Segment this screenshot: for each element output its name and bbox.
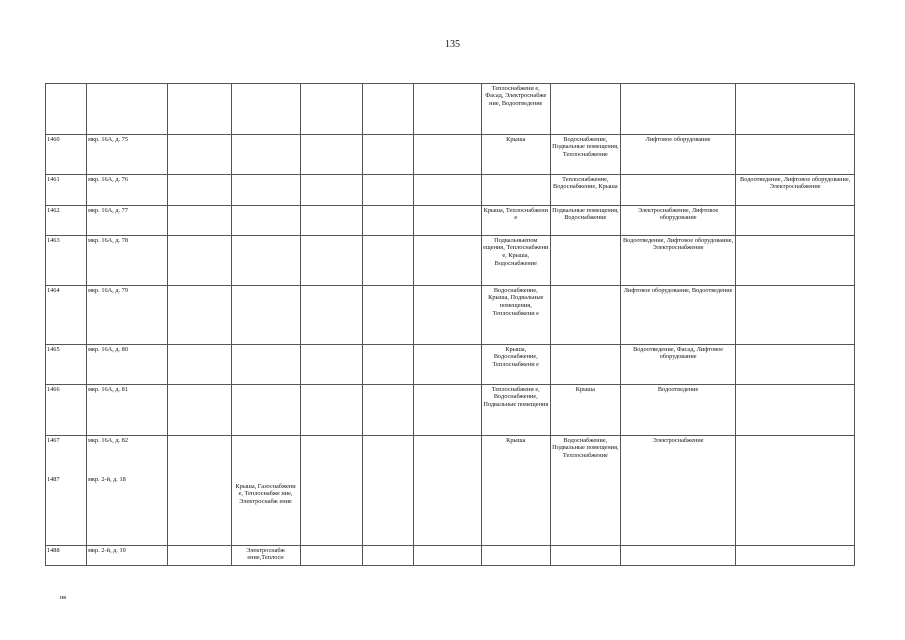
- cell-number: 1488: [46, 546, 87, 566]
- cell-period-9: [736, 345, 855, 385]
- cell-period-1: [167, 286, 231, 345]
- table-row: [46, 546, 855, 566]
- cell-period-9: [736, 135, 855, 175]
- cell-period-7: [550, 286, 620, 345]
- cell-period-8: [620, 175, 735, 206]
- cell-period-6: Крыша, Теплоснабжени е: [481, 206, 550, 236]
- cell-period-5: [413, 286, 481, 345]
- table-row: [46, 135, 855, 175]
- cell-period-5: [413, 345, 481, 385]
- cell-period-2: [231, 135, 300, 175]
- cell-number: 1487: [46, 476, 87, 546]
- cell-period-1: [167, 436, 231, 476]
- cell-period-2: [231, 206, 300, 236]
- cell-period-7: [550, 236, 620, 286]
- cell-period-1: [167, 476, 231, 546]
- table-row: [46, 345, 855, 385]
- cell-address: мкр. 16А, д. 80: [86, 345, 167, 385]
- cell-period-9: [736, 476, 855, 546]
- cell-period-2: [231, 175, 300, 206]
- cell-address: мкр. 16А, д. 78: [86, 236, 167, 286]
- cell-period-5: [413, 135, 481, 175]
- cell-period-9: [736, 236, 855, 286]
- cell-period-8: Водоотведение, Фасад, Лифтовое оборудование: [620, 345, 735, 385]
- cell-period-8: Лифтовое оборудование, Водоотведение: [620, 286, 735, 345]
- cell-period-9: [736, 286, 855, 345]
- cell-period-4: [363, 436, 414, 476]
- cell-period-1: [167, 135, 231, 175]
- cell-period-6: Теплоснабжени е, Фасад, Электроснабже ние, Водоотведение: [481, 84, 550, 135]
- cell-period-5: [413, 385, 481, 436]
- cell-period-3: [300, 546, 363, 566]
- cell-period-1: [167, 546, 231, 566]
- cell-period-6: Крыша: [481, 436, 550, 476]
- cell-period-3: [300, 135, 363, 175]
- cell-period-9: Водоотведение, Лифтовое оборудование, Электроснабжение: [736, 175, 855, 206]
- footer-mark: нв: [60, 595, 67, 601]
- cell-period-5: [413, 476, 481, 546]
- cell-period-4: [363, 175, 414, 206]
- cell-period-3: [300, 175, 363, 206]
- table-row: [46, 286, 855, 345]
- cell-period-6: Подвальныепом ещения, Теплоснабжени е, Крыша, Водоснабжение: [481, 236, 550, 286]
- cell-period-1: [167, 206, 231, 236]
- cell-period-8: [620, 546, 735, 566]
- cell-period-8: Водоотведение: [620, 385, 735, 436]
- cell-address: мкр. 16А, д. 79: [86, 286, 167, 345]
- cell-address: мкр. 16А, д. 77: [86, 206, 167, 236]
- cell-period-5: [413, 84, 481, 135]
- cell-number: 1467: [46, 436, 87, 476]
- cell-period-7: [550, 84, 620, 135]
- cell-period-1: [167, 84, 231, 135]
- cell-period-3: [300, 206, 363, 236]
- cell-period-4: [363, 476, 414, 546]
- cell-period-5: [413, 436, 481, 476]
- cell-period-4: [363, 546, 414, 566]
- cell-period-1: [167, 385, 231, 436]
- cell-period-9: [736, 385, 855, 436]
- cell-period-8: Электроснабжение: [620, 436, 735, 476]
- cell-period-2: Крыша, Газоснабжени е, Теплоснабже ние, Электроснабж ение: [231, 476, 300, 546]
- cell-period-5: [413, 175, 481, 206]
- cell-period-4: [363, 135, 414, 175]
- cell-address: мкр. 2-й, д. 18: [86, 476, 167, 546]
- cell-period-6: [481, 476, 550, 546]
- table-row: [46, 206, 855, 236]
- cell-period-7: [550, 546, 620, 566]
- cell-period-7: Водоснабжение, Подвальные помещения, Теплоснабжение: [550, 135, 620, 175]
- cell-period-6: Теплоснабжени е, Водоснабжение, Подвальные помещения: [481, 385, 550, 436]
- cell-period-6: [481, 546, 550, 566]
- cell-period-3: [300, 236, 363, 286]
- cell-period-5: [413, 546, 481, 566]
- cell-period-1: [167, 345, 231, 385]
- cell-period-7: [550, 345, 620, 385]
- cell-period-3: [300, 476, 363, 546]
- cell-period-9: [736, 546, 855, 566]
- cell-period-1: [167, 175, 231, 206]
- cell-number: 1464: [46, 286, 87, 345]
- repair-schedule-table: [45, 83, 855, 566]
- cell-period-8: Лифтовое оборудование: [620, 135, 735, 175]
- cell-period-9: [736, 84, 855, 135]
- cell-period-2: [231, 286, 300, 345]
- cell-period-6: [481, 175, 550, 206]
- table-row: [46, 84, 855, 135]
- cell-period-2: [231, 436, 300, 476]
- cell-period-2: [231, 84, 300, 135]
- cell-address: мкр. 16А, д. 75: [86, 135, 167, 175]
- cell-period-8: [620, 476, 735, 546]
- table-row: [46, 236, 855, 286]
- cell-period-4: [363, 236, 414, 286]
- cell-period-6: Крыша: [481, 135, 550, 175]
- table-row: [46, 385, 855, 436]
- cell-number: 1466: [46, 385, 87, 436]
- cell-period-6: Водоснабжение, Крыша, Подвальные помещения, Теплоснабжени е: [481, 286, 550, 345]
- cell-period-4: [363, 286, 414, 345]
- cell-period-7: Подвальные помещения, Водоснабжение: [550, 206, 620, 236]
- cell-period-4: [363, 385, 414, 436]
- cell-period-7: Теплоснабжение, Водоснабжение, Крыша: [550, 175, 620, 206]
- cell-period-8: Водоотведение, Лифтовое оборудование, Электроснабжение: [620, 236, 735, 286]
- cell-period-7: Крыша: [550, 385, 620, 436]
- cell-period-8: Электроснабжение, Лифтовое оборудование: [620, 206, 735, 236]
- cell-address: мкр. 2-й, д. 19: [86, 546, 167, 566]
- cell-address: [86, 84, 167, 135]
- cell-number: 1463: [46, 236, 87, 286]
- table-row: [46, 436, 855, 476]
- cell-period-2: [231, 345, 300, 385]
- cell-address: мкр. 16А, д. 76: [86, 175, 167, 206]
- cell-number: 1461: [46, 175, 87, 206]
- cell-period-3: [300, 436, 363, 476]
- cell-period-6: Крыша, Водоснабжение, Теплоснабжени е: [481, 345, 550, 385]
- cell-period-7: Водоснабжение, Подвальные помещения, Теплоснабжение: [550, 436, 620, 476]
- cell-period-4: [363, 345, 414, 385]
- cell-period-3: [300, 345, 363, 385]
- cell-period-3: [300, 286, 363, 345]
- cell-number: 1465: [46, 345, 87, 385]
- cell-period-7: [550, 476, 620, 546]
- cell-period-1: [167, 236, 231, 286]
- cell-period-4: [363, 84, 414, 135]
- cell-period-4: [363, 206, 414, 236]
- cell-period-9: [736, 436, 855, 476]
- cell-number: 1462: [46, 206, 87, 236]
- table-row: [46, 476, 855, 546]
- table-row: [46, 175, 855, 206]
- cell-address: мкр. 16А, д. 82: [86, 436, 167, 476]
- cell-period-9: [736, 206, 855, 236]
- cell-period-2: Электроснабж ение,Теплосн: [231, 546, 300, 566]
- cell-period-5: [413, 236, 481, 286]
- cell-period-2: [231, 385, 300, 436]
- cell-period-5: [413, 206, 481, 236]
- cell-period-8: [620, 84, 735, 135]
- cell-period-3: [300, 385, 363, 436]
- page-number: 135: [445, 39, 460, 50]
- cell-period-2: [231, 236, 300, 286]
- cell-address: мкр. 16А, д. 81: [86, 385, 167, 436]
- cell-period-3: [300, 84, 363, 135]
- cell-number: 1460: [46, 135, 87, 175]
- cell-number: [46, 84, 87, 135]
